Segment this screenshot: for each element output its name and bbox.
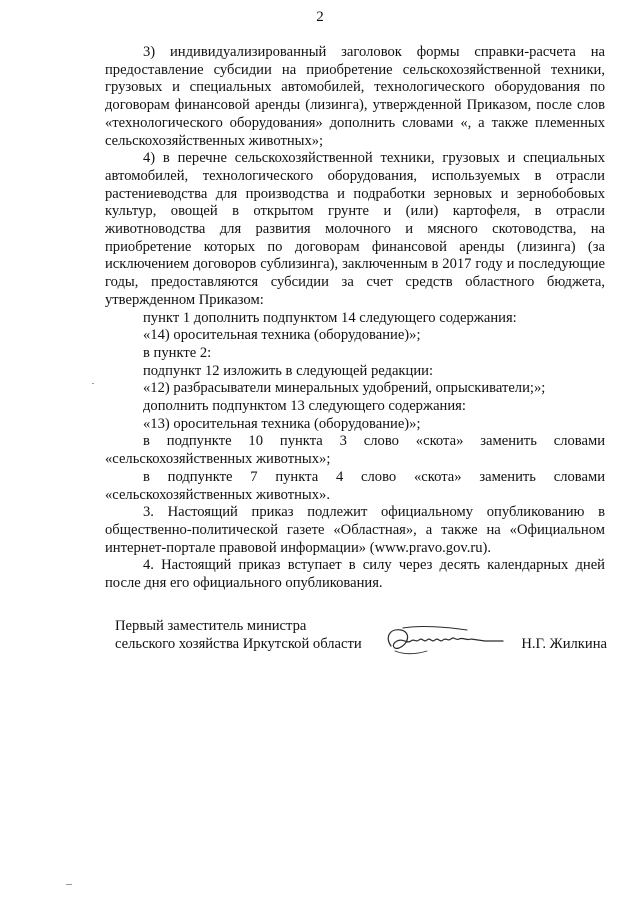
paragraph-point-1: пункт 1 дополнить подпунктом 14 следующего содержания: [143,309,517,326]
signature-block [115,618,607,658]
paragraph-subpoint-13-add: дополнить подпунктом 13 следующего содержания: [143,398,466,415]
signatory-position-line1: Первый заместитель министра [115,618,307,634]
signatory-position-line2: сельского хозяйства Иркутской области [115,635,362,652]
paragraph-effective-date: 4. Настоящий приказ вступает в силу через десять календарных дней после дня его официального опубликования. [105,557,605,592]
paragraph-point-2: в пункте 2: [143,344,212,361]
paragraph-subpoint-12-text: «12) разбрасыватели минеральных удобрений, опрыскиватели;»; [143,380,546,397]
handwritten-signature [381,624,509,658]
scan-speck [66,884,72,885]
paragraph-publication: 3. Настоящий приказ подлежит официальному опубликованию в общественно-политической газете «Областная», а также на «Официальном интернет-портале правовой информации» (www.pravo.gov.ru). [105,504,605,556]
signatory-name: Н.Г. Жилкина [521,635,607,652]
paragraph-item-4: 4) в перечне сельскохозяйственной техники, грузовых и специальных автомобилей, технологического оборудования, используемых в отрасли растениеводства для производства и подработки зерновых и зернобобовых культур, овощей в открытом грунте и (или) картофеля, в отрасли животноводства для развития молочного и мясного скотоводства, на приобретение которых по договорам финансовой аренды (лизинга) (за исключением договоров сублизинга), заключенным в 2017 году и последующие годы, предоставляются субсидии за счет средств областного бюджета, утвержденном Приказом: [105,150,605,308]
paragraph-point-4-replace: в подпункте 7 пункта 4 слово «скота» заменить словами «сельскохозяйственных животных». [105,468,605,503]
paragraph-point-3-replace: в подпункте 10 пункта 3 слово «скота» заменить словами «сельскохозяйственных животных»; [105,433,605,468]
paragraph-item-3: 3) индивидуализированный заголовок формы справки-расчета на предоставление субсидии на приобретение сельскохозяйственной техники, грузовых и специальных автомобилей, технологического оборудования по договорам финансовой аренды (лизинга), утвержденной Приказом, после слов «технологического оборудования» дополнить словами «, а также племенных сельскохозяйственных животных»; [105,44,605,149]
paragraph-subpoint-12-edit: подпункт 12 изложить в следующей редакции: [143,362,434,379]
paragraph-subpoint-13-text: «13) оросительная техника (оборудование)»; [143,415,421,432]
paragraph-subpoint-14: «14) оросительная техника (оборудование)»; [143,327,421,344]
page-number: 2 [316,9,324,25]
document-body [105,44,605,593]
scan-speck [92,383,94,384]
